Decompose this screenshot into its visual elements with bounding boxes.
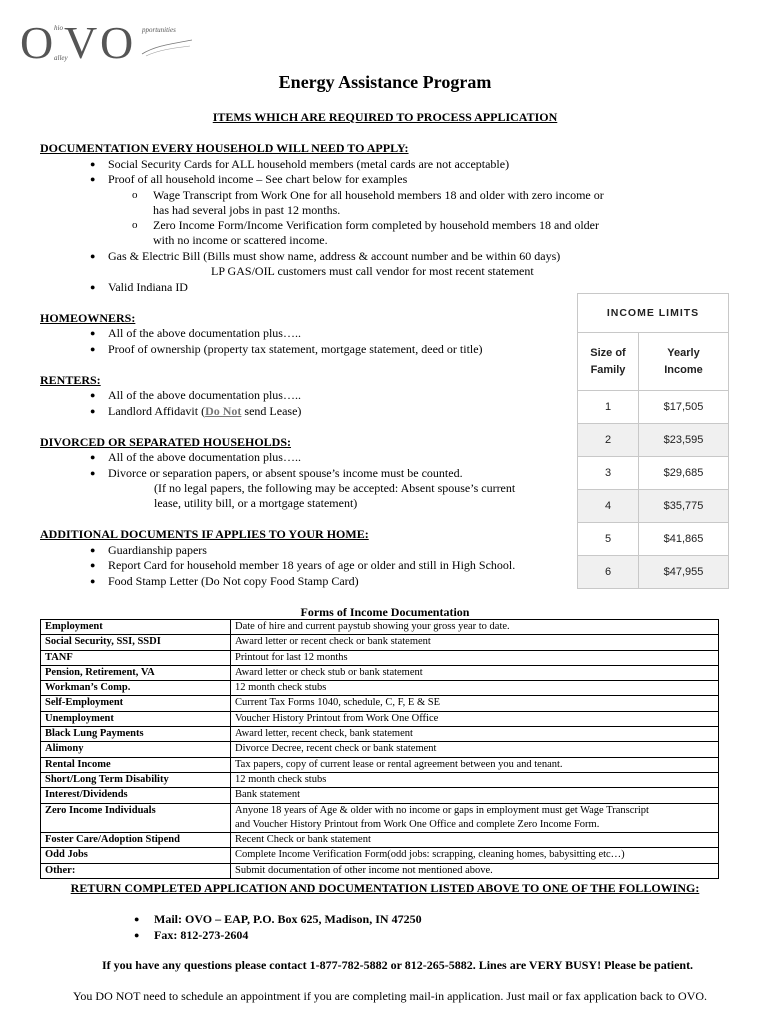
table-row — [41, 650, 719, 665]
logo-word-opportunities: pportunities — [142, 26, 176, 34]
circle-bullet-icon: o — [132, 189, 138, 201]
table-row — [41, 772, 719, 787]
table-cell-doc: Award letter or check stub or bank statement — [231, 665, 719, 680]
table-cell-type: Interest/Dividends — [41, 788, 231, 803]
section-heading-renters: RENTERS: — [40, 373, 101, 387]
table-row — [41, 665, 719, 680]
list-item-note: LP GAS/OIL customers must call vendor for most recent statement — [211, 264, 534, 278]
logo-letters: V — [64, 17, 96, 68]
column-header-income — [639, 333, 729, 391]
table-cell-doc-line: Anyone 18 years of Age & older with no income or gaps in employment must get Wage Transcript — [235, 804, 649, 816]
forms-of-income-table — [40, 619, 719, 879]
column-header-size — [578, 333, 639, 391]
table-row — [41, 711, 719, 726]
bullet-icon: ● — [90, 159, 96, 169]
logo-swoosh — [140, 36, 195, 58]
bullet-icon: ● — [90, 545, 96, 555]
table-cell-doc: Date of hire and current paystub showing your gross year to date. — [231, 620, 719, 635]
table-cell-type: Foster Care/Adoption Stipend — [41, 833, 231, 848]
table-cell-income: $29,685 — [639, 457, 729, 490]
list-item: All of the above documentation plus….. — [108, 388, 301, 402]
table-row — [41, 833, 719, 848]
mail-address: Mail: OVO – EAP, P.O. Box 625, Madison, IN 47250 — [154, 912, 422, 926]
table-row — [41, 742, 719, 757]
table-cell-income: $23,595 — [639, 424, 729, 457]
table-cell-doc-line: and Voucher History Printout from Work One Office and complete Zero Income Form. — [235, 818, 600, 830]
list-item-text: send Lease) — [241, 404, 302, 418]
bullet-icon: ● — [90, 282, 96, 292]
section-heading-every-household: DOCUMENTATION EVERY HOUSEHOLD WILL NEED TO APPLY: — [40, 141, 409, 155]
circle-bullet-icon: o — [132, 219, 138, 231]
income-limits-table — [577, 293, 729, 589]
table-cell-doc: Complete Income Verification Form(odd jobs: scrapping, cleaning homes, babysitting etc…) — [231, 848, 719, 863]
list-item: Gas & Electric Bill (Bills must show name, address & account number and be within 60 days) — [108, 249, 561, 263]
list-item: Divorce or separation papers, or absent spouse’s income must be counted. — [108, 466, 463, 480]
bullet-icon: ● — [134, 930, 140, 940]
emphasis-do-not: Do Not — [205, 404, 242, 418]
table-cell-doc: Award letter or recent check or bank statement — [231, 635, 719, 650]
table-cell-income: $47,955 — [639, 556, 729, 589]
fax-number: Fax: 812-273-2604 — [154, 928, 249, 942]
table-row — [41, 803, 719, 833]
table-cell-type: Zero Income Individuals — [41, 803, 231, 833]
column-header-text: Income — [664, 363, 703, 376]
table-cell-income: $41,865 — [639, 523, 729, 556]
table-cell-type: TANF — [41, 650, 231, 665]
list-item: All of the above documentation plus….. — [108, 450, 301, 464]
ovo-logo — [20, 14, 200, 70]
list-item-text: Landlord Affidavit ( — [108, 404, 206, 418]
table-cell-size: 1 — [578, 391, 639, 424]
table-cell-size: 3 — [578, 457, 639, 490]
bullet-icon: ● — [90, 174, 96, 184]
questions-contact-note: If you have any questions please contact 1-877-782-5882 or 812-265-5882. Lines are VERY BUSY! Please be patient. — [101, 958, 694, 972]
table-cell-doc: 12 month check stubs — [231, 681, 719, 696]
table-cell-doc: Voucher History Printout from Work One Office — [231, 711, 719, 726]
column-header-text: Size of — [590, 346, 626, 359]
table-row — [41, 635, 719, 650]
bullet-icon: ● — [90, 328, 96, 338]
table-cell-type: Workman’s Comp. — [41, 681, 231, 696]
bullet-icon: ● — [90, 576, 96, 586]
table-row — [41, 681, 719, 696]
list-item-note: lease, utility bill, or a mortgage statement) — [154, 496, 358, 510]
table-cell-type: Odd Jobs — [41, 848, 231, 863]
table-cell-doc: Award letter, recent check, bank statement — [231, 727, 719, 742]
table-row — [41, 788, 719, 803]
table-cell-doc: 12 month check stubs — [231, 772, 719, 787]
list-item-note: (If no legal papers, the following may be accepted: Absent spouse’s current — [154, 481, 516, 495]
list-item: Social Security Cards for ALL household members (metal cards are not acceptable) — [108, 157, 510, 171]
income-limits-title: INCOME LIMITS — [578, 294, 729, 333]
list-item: Report Card for household member 18 years of age or older and still in High School. — [108, 558, 516, 572]
table-cell-type: Social Security, SSI, SSDI — [41, 635, 231, 650]
table-cell-size: 6 — [578, 556, 639, 589]
table-row — [41, 863, 719, 878]
no-appointment-note: You DO NOT need to schedule an appointment if you are completing mail-in application. Just mail or fax application back to OVO. — [72, 989, 708, 1003]
table-cell-income: $35,775 — [639, 490, 729, 523]
bullet-icon: ● — [90, 406, 96, 416]
bullet-icon: ● — [134, 914, 140, 924]
forms-table-title: Forms of Income Documentation — [300, 605, 470, 619]
table-cell-size: 5 — [578, 523, 639, 556]
table-cell-type: Alimony — [41, 742, 231, 757]
list-item — [108, 404, 301, 419]
table-cell-type: Employment — [41, 620, 231, 635]
logo-letters: O — [100, 17, 132, 68]
table-cell-income: $17,505 — [639, 391, 729, 424]
table-cell-type: Short/Long Term Disability — [41, 772, 231, 787]
logo-letters: O — [20, 17, 52, 68]
bullet-icon: ● — [90, 390, 96, 400]
table-cell-doc: Bank statement — [231, 788, 719, 803]
list-item: All of the above documentation plus….. — [108, 326, 301, 340]
bullet-icon: ● — [90, 251, 96, 261]
table-row — [41, 696, 719, 711]
table-cell-type: Black Lung Payments — [41, 727, 231, 742]
return-heading: RETURN COMPLETED APPLICATION AND DOCUMENTATION LISTED ABOVE TO ONE OF THE FOLLOWING: — [70, 881, 700, 895]
table-cell-type: Rental Income — [41, 757, 231, 772]
table-cell-doc: Printout for last 12 months — [231, 650, 719, 665]
list-item: Food Stamp Letter (Do Not copy Food Stamp Card) — [108, 574, 359, 588]
section-heading-homeowners: HOMEOWNERS: — [40, 311, 136, 325]
section-heading-divorced: DIVORCED OR SEPARATED HOUSEHOLDS: — [40, 435, 292, 449]
table-cell-doc: Tax papers, copy of current lease or rental agreement between you and tenant. — [231, 757, 719, 772]
table-row — [41, 757, 719, 772]
list-subitem-cont: with no income or scattered income. — [153, 233, 328, 247]
list-item: Proof of all household income – See chart below for examples — [108, 172, 408, 186]
bullet-icon: ● — [90, 468, 96, 478]
logo-word-valley: alley — [54, 54, 68, 62]
table-cell-doc: Recent Check or bank statement — [231, 833, 719, 848]
section-heading-additional: ADDITIONAL DOCUMENTS IF APPLIES TO YOUR HOME: — [40, 527, 369, 541]
table-cell-doc: Divorce Decree, recent check or bank statement — [231, 742, 719, 757]
column-header-text: Yearly — [667, 346, 700, 359]
list-item: Valid Indiana ID — [108, 280, 188, 294]
list-subitem: Wage Transcript from Work One for all household members 18 and older with zero income or — [153, 188, 604, 202]
bullet-icon: ● — [90, 560, 96, 570]
table-cell-doc — [231, 803, 719, 833]
column-header-text: Family — [590, 363, 626, 376]
table-cell-type: Unemployment — [41, 711, 231, 726]
table-row — [41, 727, 719, 742]
table-cell-type: Self-Employment — [41, 696, 231, 711]
list-subitem: Zero Income Form/Income Verification form completed by household members 18 and older — [153, 218, 599, 232]
table-cell-doc: Submit documentation of other income not mentioned above. — [231, 863, 719, 878]
table-cell-doc: Current Tax Forms 1040, schedule, C, F, E & SE — [231, 696, 719, 711]
bullet-icon: ● — [90, 452, 96, 462]
list-item: Guardianship papers — [108, 543, 207, 557]
page-subtitle: ITEMS WHICH ARE REQUIRED TO PROCESS APPLICATION — [212, 110, 558, 124]
page-title: Energy Assistance Program — [278, 72, 492, 92]
bullet-icon: ● — [90, 344, 96, 354]
table-row — [41, 620, 719, 635]
logo-word-ohio: hio — [54, 24, 63, 32]
table-cell-size: 2 — [578, 424, 639, 457]
table-row — [41, 848, 719, 863]
table-cell-size: 4 — [578, 490, 639, 523]
list-item: Proof of ownership (property tax statement, mortgage statement, deed or title) — [108, 342, 483, 356]
list-subitem-cont: has had several jobs in past 12 months. — [153, 203, 341, 217]
table-cell-type: Other: — [41, 863, 231, 878]
table-cell-type: Pension, Retirement, VA — [41, 665, 231, 680]
